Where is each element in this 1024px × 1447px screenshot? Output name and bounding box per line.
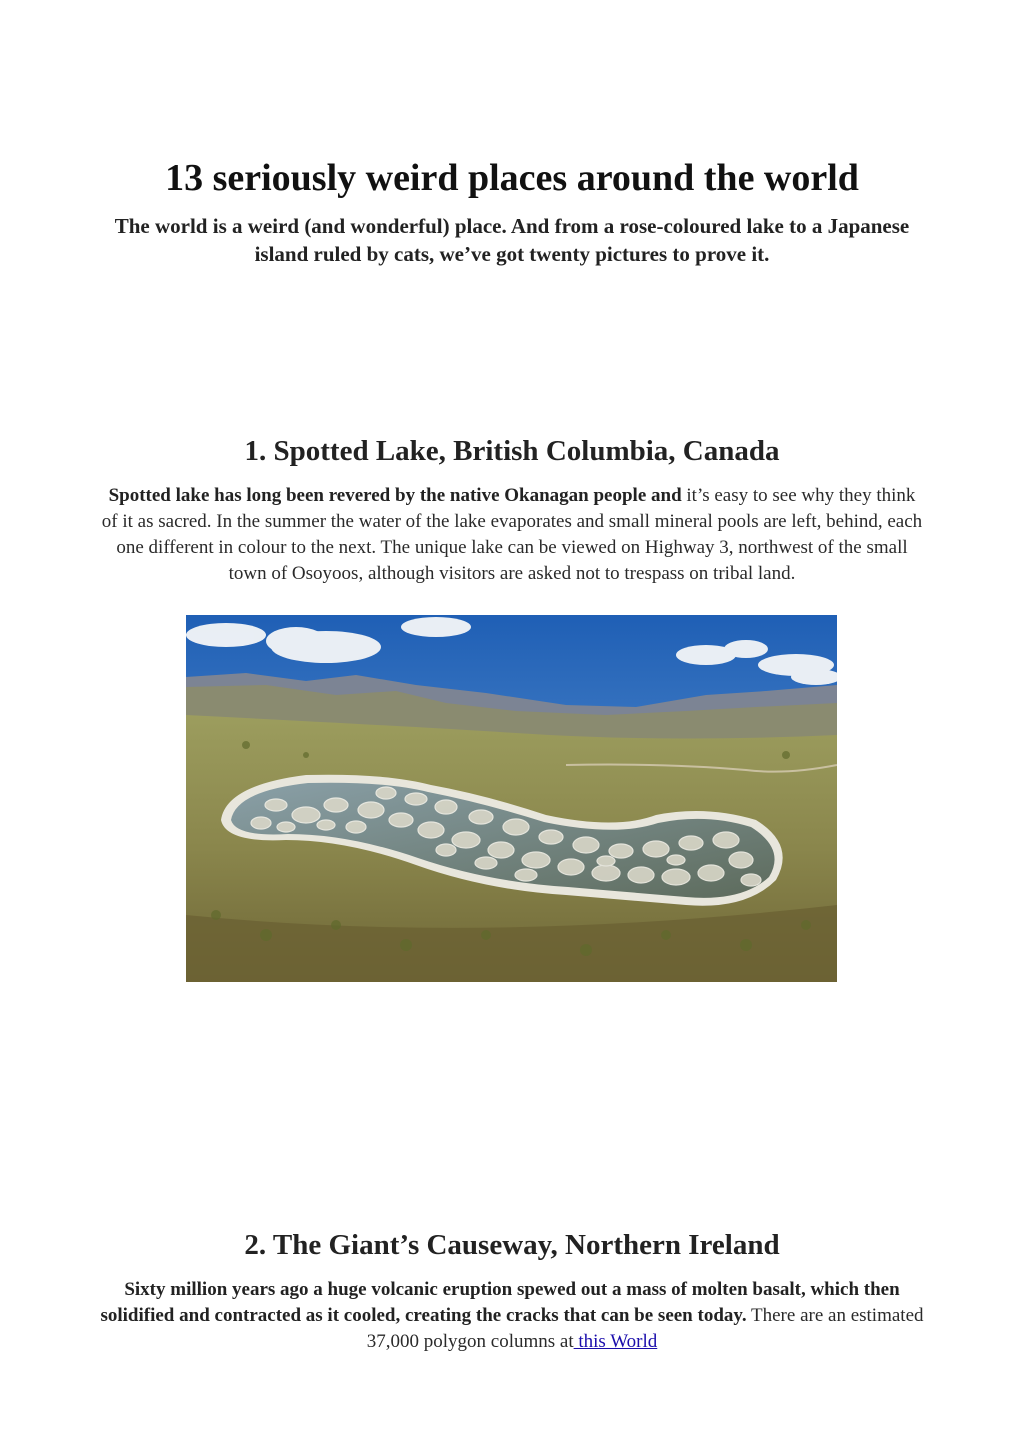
section-body-text: There are an estimated 37,000 polygon columns at	[366, 1305, 924, 1352]
section-body-giants-causeway	[100, 1277, 924, 1355]
section-heading-spotted-lake: 1. Spotted Lake, British Columbia, Canada	[244, 435, 780, 467]
section-lead-bold: Sixty million years ago a huge volcanic eruption spewed out a mass of molten basalt, which then solidified and contracted as it cooled, creating the cracks that can be seen today.	[100, 1279, 900, 1326]
section-lead-bold: Spotted lake has long been revered by the native Okanagan people and	[108, 485, 682, 506]
article-title: 13 seriously weird places around the world	[165, 157, 859, 199]
world-heritage-link[interactable]: this World	[573, 1331, 658, 1352]
article-subtitle: The world is a weird (and wonderful) place. And from a rose-coloured lake to a Japanese island ruled by cats, we’ve got twenty pictures to prove it.	[114, 214, 910, 266]
section-heading-giants-causeway: 2. The Giant’s Causeway, Northern Ireland	[244, 1229, 780, 1261]
section-body-text: it’s easy to see why they think of it as sacred. In the summer the water of the lake evaporates and small mineral pools are left, behind, each one different in colour to the next. The unique lake can be viewed on Highway 3, northwest of the small town of Osoyoos, although visitors are asked not to trespass on tribal land.	[101, 485, 923, 584]
section-body-spotted-lake	[100, 483, 924, 587]
spotted-lake-photo	[186, 615, 837, 982]
